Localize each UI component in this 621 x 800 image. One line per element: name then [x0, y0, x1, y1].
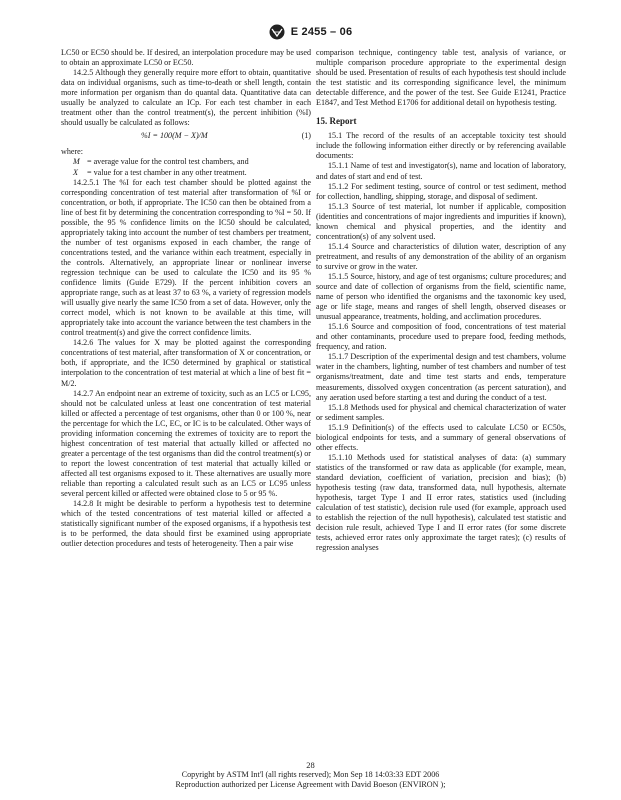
- definition-text: = value for a test chamber in any other treatment.: [87, 167, 247, 177]
- astm-logo-icon: [269, 24, 285, 40]
- paragraph: LC50 or EC50 should be. If desired, an interpolation procedure may be used to obtain an approximate LC50 or EC50.: [61, 48, 311, 68]
- paragraph-14-2-5: 14.2.5 Although they generally require more effort to obtain, quantitative data on individual organisms, such as time-to-death or shell length, contain more information per organism than do quantal data. Quantitative data can usually be analyzed to calculate an ICp. For each test chamber in each treatment other than the control treatment(s), the percent inhibition (%I) should usually be calculated as follows:: [61, 68, 311, 128]
- definition-x: [61, 168, 311, 178]
- paragraph-15-1-6: 15.1.6 Source and composition of food, concentrations of test material and other contaminants, procedure used to prepare food, feeding methods, frequency, and ration.: [316, 322, 566, 352]
- definition-text: = average value for the control test chambers, and: [87, 157, 249, 167]
- where-label: where:: [61, 147, 84, 157]
- definition-symbol: M: [73, 157, 80, 167]
- copyright-notice: Copyright by ASTM Int'l (all rights reserved); Mon Sep 18 14:03:33 EDT 2006: [181, 770, 440, 779]
- paragraph-15-1: 15.1 The record of the results of an acceptable toxicity test should include the following information either directly or by referencing available documents:: [316, 131, 566, 161]
- paragraph-14-2-7: 14.2.7 An endpoint near an extreme of toxicity, such as an LC5 or LC95, should not be calculated unless at least one concentration of test material killed or affected a percentage of test organisms, other than 0 or 100 %, near the percentage for which the LC, EC, or IC is to be calculated. Other ways of providing information concerning the extremes of toxicity are to report the highest concentration of test material that actually killed or affected no greater a percentage of the test organisms than did the control treatment(s) or to report the lowest concentration of test material that actually killed or affected all test organisms exposed to it. These alternatives are usually more reliable than reporting a calculated result such as an LC5 or LC95 unless several percent killed or affected were obtained close to 5 or 95 %.: [61, 388, 311, 499]
- paragraph-15-1-2: 15.1.2 For sediment testing, source of control or test sediment, method for collection, handling, shipping, storage, and disposal of sediment.: [316, 181, 566, 201]
- definition-m: [61, 157, 311, 167]
- equation-formula: %I = 100(M − X)/M: [141, 131, 208, 141]
- paragraph-14-2-5-1: 14.2.5.1 The %I for each test chamber should be plotted against the corresponding concentration of test material after transformation of %I or concentration, or both, if appropriate. The IC50 can then be obtained from a line of best fit by determining the concentration corresponding to %I = 50. If possible, the 95 % confidence limits on the IC50 should be calculated, appropriately taking into account the number of test chambers per treatment, the number of test organisms exposed in each chamber, the range of concentrations tested, and the variance within each treatment, especially in the controls. Alternatively, an appropriate linear or nonlinear inverse regression technique can be used to calculate the IC50 and its 95 % confidence limits (Guide E729). If the percent inhibition covers an appropriate range, such as at least 37 to 63 %, a variety of regression models will usually give nearly the same IC50 from a set of data. However, only the correct model, which is not known to be available at this time, will appropriately take into account the variance between the test chambers in the control treatment(s) and give the correct confidence limits.: [61, 177, 311, 338]
- paragraph-15-1-1: 15.1.1 Name of test and investigator(s), name and location of laboratory, and dates of start and end of test.: [316, 161, 566, 181]
- definitions: [61, 157, 311, 177]
- page-number: 28: [306, 760, 315, 770]
- paragraph-14-2-6: 14.2.6 The values for X may be plotted against the corresponding concentrations of test material, after transformation of X or concentration, or both, if appropriate, and the IC50 determined by graphical or statistical interpolation to the concentration of test material at which a line of best fit = M/2.: [61, 338, 311, 388]
- equation-number: (1): [301, 131, 311, 141]
- paragraph-15-1-8: 15.1.8 Methods used for physical and chemical characterization of water or sediment samples.: [316, 402, 566, 422]
- right-column: [316, 48, 566, 553]
- paragraph-15-1-3: 15.1.3 Source of test material, lot number if applicable, composition (identities and concentrations of major ingredients and impurities if known), known chemical and physical properties, and the identity and concentration(s) of any solvent used.: [316, 201, 566, 241]
- paragraph-14-2-8: 14.2.8 It might be desirable to perform a hypothesis test to determine which of the tested concentrations of test material killed or affected a statistically significant number of the exposed organisms, if a hypothesis test is to be performed, the data should first be examined using appropriate outlier detection procedures and tests of heterogeneity. Then a pair wise: [61, 499, 311, 549]
- left-column: [61, 48, 311, 549]
- standard-designation: E 2455 – 06: [290, 26, 353, 38]
- paragraph-15-1-9: 15.1.9 Definition(s) of the effects used to calculate LC50 or EC50s, biological endpoints for tests, and a summary of general observations of other effects.: [316, 422, 566, 452]
- definition-symbol: X: [73, 167, 78, 177]
- paragraph-15-1-10: 15.1.10 Methods used for statistical analyses of data: (a) summary statistics of the transformed or raw data as applicable (for example, mean, standard deviation, coefficient of variation, precision and bias); (b) hypothesis testing (raw data, transformed data, null hypothesis, alternate hypothesis, target Type I and II error rates, statistics used (including calculation of test statistic), decision rule used (for example, approach used to establish the rejection of the null hypothesis), calculated test statistic and decision rule result, achieved Type I and II error rates (for some discrete tests, achieved error rates only approximate the target rates); (c) results of regression analyses: [316, 452, 566, 553]
- paragraph-15-1-7: 15.1.7 Description of the experimental design and test chambers, volume water in the chambers, lighting, number of test chambers and number of test organisms/treatment, date and time test starts and ends, temperature measurements, dissolved oxygen concentration (as percent saturation), and any aeration used before starting a test and during the conduct of a test.: [316, 352, 566, 402]
- section-heading: 15. Report: [316, 116, 357, 127]
- page-header: [0, 22, 621, 42]
- paragraph-15-1-4: 15.1.4 Source and characteristics of dilution water, description of any pretreatment, and results of any demonstration of the ability of an organism to survive or grow in the water.: [316, 241, 566, 271]
- page-footer: [0, 760, 621, 790]
- reproduction-notice: Reproduction authorized per License Agreement with David Boeson (ENVIRON );: [175, 780, 446, 789]
- equation: [61, 131, 311, 141]
- paragraph-15-1-5: 15.1.5 Source, history, and age of test organisms; culture procedures; and source and date of collection of organisms from the field, scientific name, name of person who identified the organisms and the taxonomic key used, age or life stage, means and ranges of shell length, observed diseases or unusual appearance, treatments, holding, and acclimation procedures.: [316, 271, 566, 322]
- paragraph: comparison technique, contingency table test, analysis of variance, or multiple comparison procedure appropriate to the experimental design should be used. Presentation of results of each hypothesis test should include the test statistic and its corresponding significance level, the minimum detectable difference, and the power of the test. See Guide E1241, Practice E1847, and Test Method E1706 for additional detail on hypothesis testing.: [316, 48, 566, 108]
